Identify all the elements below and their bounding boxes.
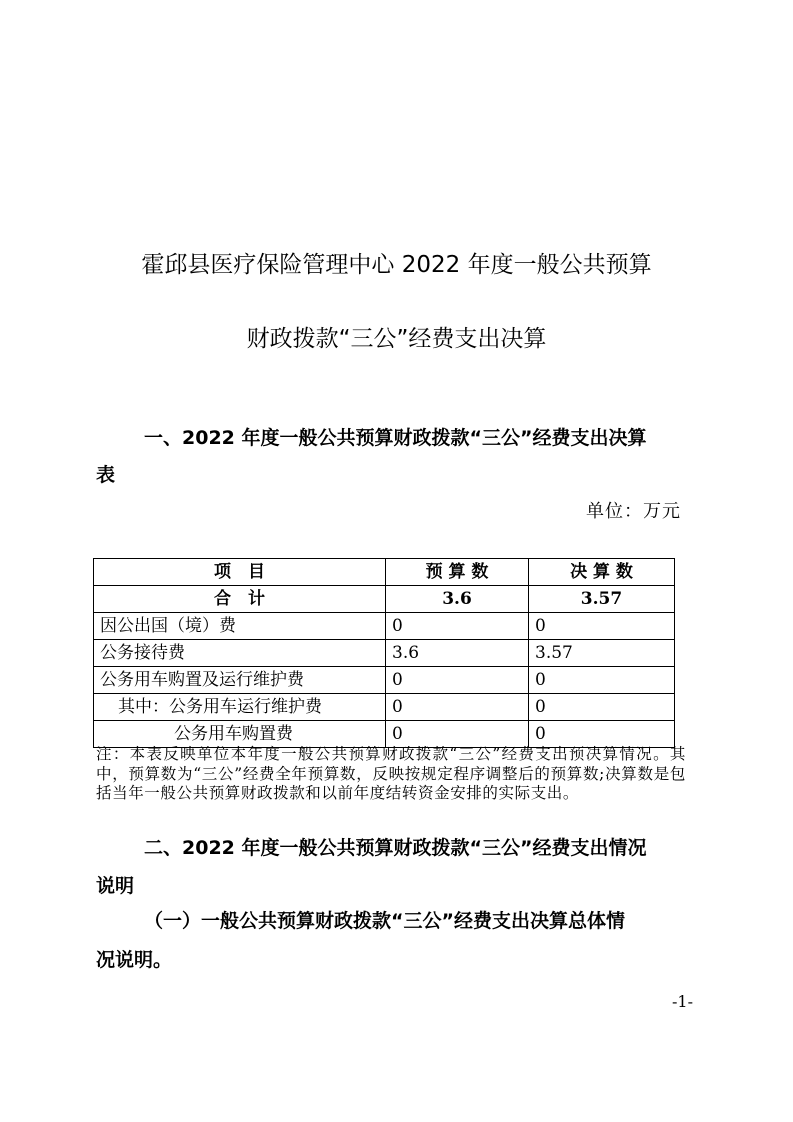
row-actual: 3.57 bbox=[529, 586, 675, 613]
header-budget: 预 算 数 bbox=[386, 559, 529, 586]
document-title-line2: 财政拨款“三公”经费支出决算 bbox=[246, 326, 547, 352]
row-budget: 0 bbox=[386, 667, 529, 694]
row-item: 合 计 bbox=[94, 586, 386, 613]
row-budget: 3.6 bbox=[386, 640, 529, 667]
row-actual: 0 bbox=[529, 613, 675, 640]
row-actual: 0 bbox=[529, 667, 675, 694]
row-item: 因公出国（境）费 bbox=[94, 613, 386, 640]
section1-heading: 一、2022 年度一般公共预算财政拨款“三公”经费支出决算 bbox=[144, 427, 647, 449]
table-row bbox=[94, 640, 675, 667]
subsection1-heading-cont: 况说明。 bbox=[96, 949, 173, 971]
table-note: 注：本表反映单位本年度一般公共预算财政拨款“三公”经费支出预决算情况。其中，预算数为“三公”经费全年预算数，反映按规定程序调整后的预算数;决算数是包括当年一般公共预算财政拨款和以前年度结转资金安排的实际支出。 bbox=[96, 745, 686, 802]
header-item: 项 目 bbox=[94, 559, 386, 586]
section1-heading-cont: 表 bbox=[96, 464, 116, 486]
section2-heading-cont: 说明 bbox=[96, 875, 135, 897]
document-title-line1: 霍邱县医疗保险管理中心 2022 年度一般公共预算 bbox=[141, 252, 652, 278]
table-header-row bbox=[94, 559, 675, 586]
row-actual: 3.57 bbox=[529, 640, 675, 667]
row-item: 公务用车购置费 bbox=[94, 721, 386, 748]
row-budget: 0 bbox=[386, 721, 529, 748]
row-budget: 3.6 bbox=[386, 586, 529, 613]
row-item: 其中：公务用车运行维护费 bbox=[94, 694, 386, 721]
unit-label: 单位：万元 bbox=[586, 501, 681, 522]
section2-heading: 二、2022 年度一般公共预算财政拨款“三公”经费支出情况 bbox=[144, 837, 647, 859]
row-budget: 0 bbox=[386, 613, 529, 640]
three-public-expenses-table bbox=[93, 558, 675, 748]
table-row bbox=[94, 667, 675, 694]
row-actual: 0 bbox=[529, 721, 675, 748]
table-row bbox=[94, 613, 675, 640]
subsection1-heading: （一）一般公共预算财政拨款“三公”经费支出决算总体情 bbox=[144, 910, 625, 932]
table-row bbox=[94, 694, 675, 721]
page-number: -1- bbox=[672, 992, 693, 1011]
table-row bbox=[94, 721, 675, 748]
row-actual: 0 bbox=[529, 694, 675, 721]
row-item: 公务接待费 bbox=[94, 640, 386, 667]
row-budget: 0 bbox=[386, 694, 529, 721]
table-row-total bbox=[94, 586, 675, 613]
row-item: 公务用车购置及运行维护费 bbox=[94, 667, 386, 694]
header-actual: 决 算 数 bbox=[529, 559, 675, 586]
